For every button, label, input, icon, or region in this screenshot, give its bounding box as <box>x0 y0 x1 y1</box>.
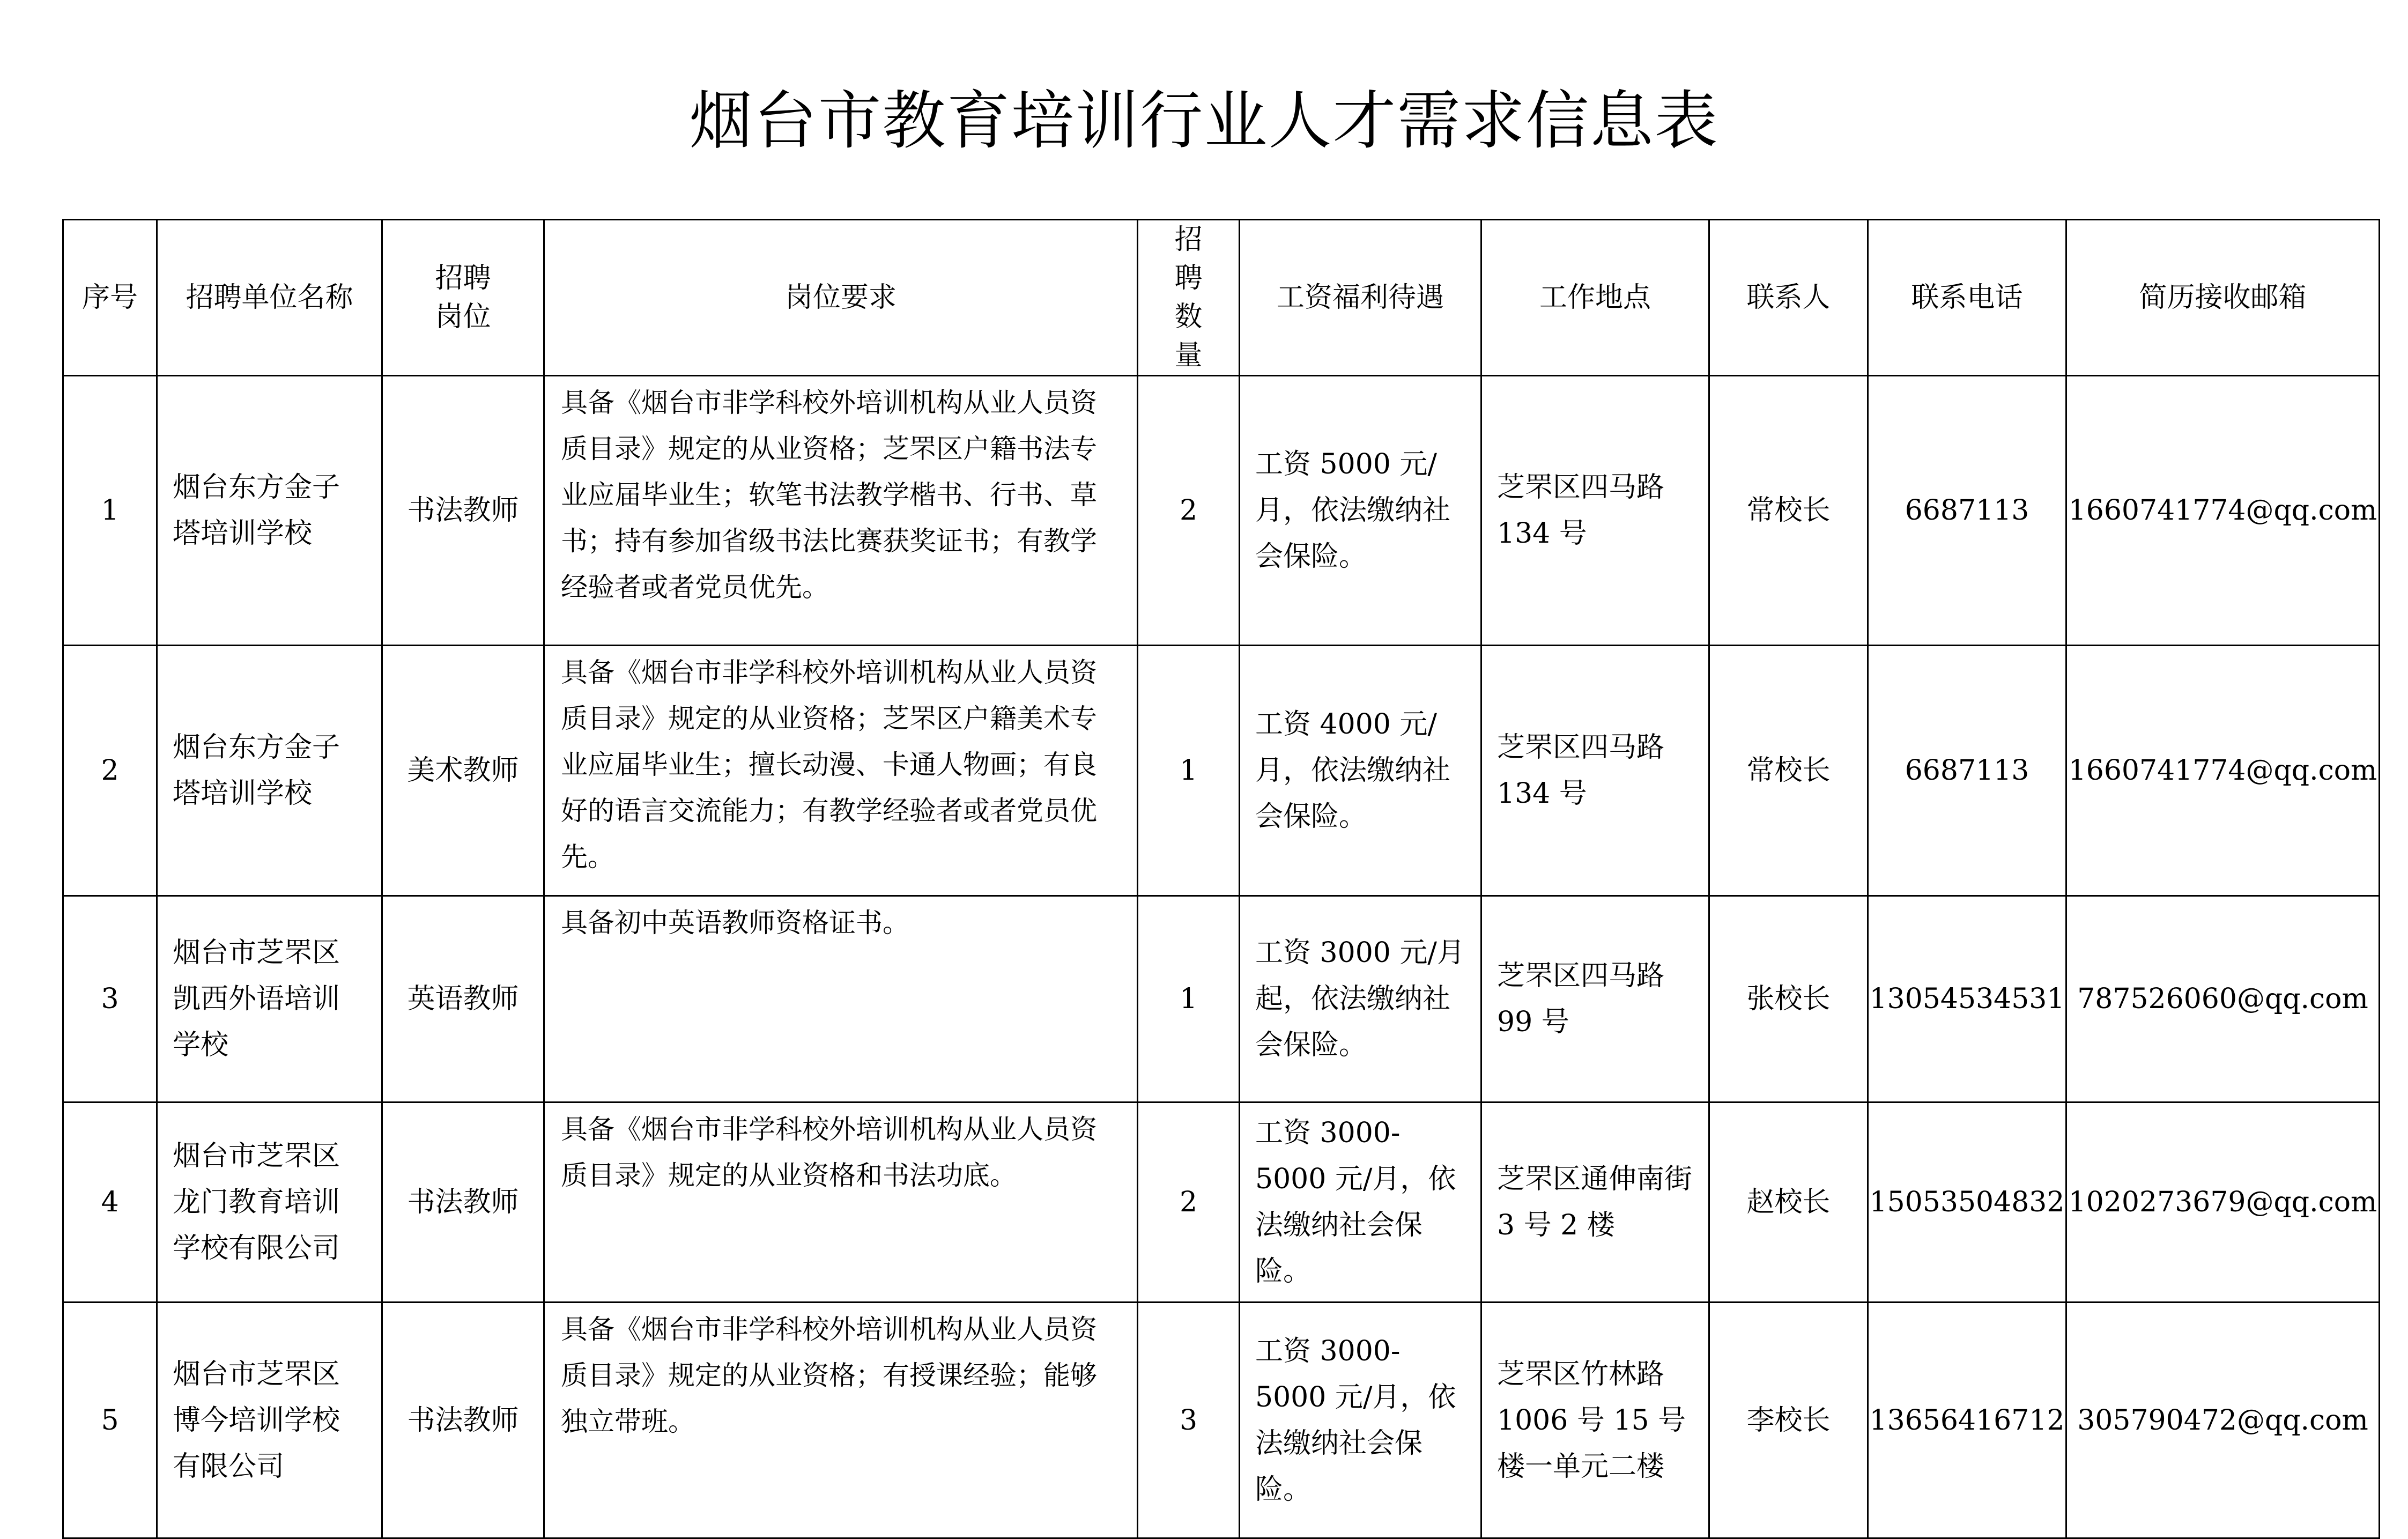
header-cell-phone: 联系电话 <box>1868 220 2066 376</box>
cell-phone: 6687113 <box>1868 646 2066 896</box>
cell-phone: 13656416712 <box>1868 1303 2066 1538</box>
cell-requirements: 具备初中英语教师资格证书。 <box>544 896 1138 1103</box>
table-row <box>63 376 2380 646</box>
cell-salary: 工资 5000 元/月，依法缴纳社会保险。 <box>1240 376 1481 646</box>
cell-no: 1 <box>63 376 157 646</box>
header-cell-salary: 工资福利待遇 <box>1240 220 1481 376</box>
cell-unit: 烟台市芝罘区博今培训学校有限公司 <box>157 1303 382 1538</box>
cell-salary: 工资 3000-5000 元/月，依法缴纳社会保险。 <box>1240 1103 1481 1303</box>
cell-count: 2 <box>1138 1103 1240 1303</box>
cell-location: 芝罘区四马路 134 号 <box>1481 646 1709 896</box>
cell-email: 1020273679@qq.com <box>2066 1103 2380 1303</box>
cell-location: 芝罘区四马路 99 号 <box>1481 896 1709 1103</box>
header-cell-email: 简历接收邮箱 <box>2066 220 2380 376</box>
header-cell-position: 招聘岗位 <box>382 220 544 376</box>
cell-count: 2 <box>1138 376 1240 646</box>
cell-phone: 15053504832 <box>1868 1103 2066 1303</box>
cell-email: 1660741774@qq.com <box>2066 376 2380 646</box>
cell-position: 书法教师 <box>382 1103 544 1303</box>
cell-unit: 烟台市芝罘区龙门教育培训学校有限公司 <box>157 1103 382 1303</box>
page-title: 烟台市教育培训行业人才需求信息表 <box>689 84 1719 158</box>
cell-salary: 工资 3000 元/月起，依法缴纳社会保险。 <box>1240 896 1481 1103</box>
header-cell-unit: 招聘单位名称 <box>157 220 382 376</box>
header-cell-location: 工作地点 <box>1481 220 1709 376</box>
cell-salary: 工资 3000-5000 元/月，依法缴纳社会保险。 <box>1240 1303 1481 1538</box>
cell-position: 书法教师 <box>382 376 544 646</box>
cell-no: 5 <box>63 1303 157 1538</box>
cell-requirements: 具备《烟台市非学科校外培训机构从业人员资质目录》规定的从业资格；芝罘区户籍书法专业应届毕业生；软笔书法教学楷书、行书、草书；持有参加省级书法比赛获奖证书；有教学经验者或者党员优先。 <box>544 376 1138 646</box>
cell-contact: 李校长 <box>1709 1303 1868 1538</box>
header-cell-count: 招聘数量 <box>1138 220 1240 376</box>
cell-position: 美术教师 <box>382 646 544 896</box>
header-row <box>63 220 2380 376</box>
table-row <box>63 646 2380 896</box>
cell-contact: 常校长 <box>1709 376 1868 646</box>
cell-count: 1 <box>1138 646 1240 896</box>
cell-position: 英语教师 <box>382 896 544 1103</box>
cell-unit: 烟台东方金子塔培训学校 <box>157 376 382 646</box>
cell-no: 3 <box>63 896 157 1103</box>
cell-location: 芝罘区四马路 134 号 <box>1481 376 1709 646</box>
cell-requirements: 具备《烟台市非学科校外培训机构从业人员资质目录》规定的从业资格和书法功底。 <box>544 1103 1138 1303</box>
cell-no: 2 <box>63 646 157 896</box>
header-cell-requirements: 岗位要求 <box>544 220 1138 376</box>
cell-unit: 烟台东方金子塔培训学校 <box>157 646 382 896</box>
cell-count: 1 <box>1138 896 1240 1103</box>
cell-no: 4 <box>63 1103 157 1303</box>
cell-phone: 13054534531 <box>1868 896 2066 1103</box>
cell-requirements: 具备《烟台市非学科校外培训机构从业人员资质目录》规定的从业资格；有授课经验；能够独立带班。 <box>544 1303 1138 1538</box>
table-row <box>63 896 2380 1103</box>
cell-phone: 6687113 <box>1868 376 2066 646</box>
table-row <box>63 1103 2380 1303</box>
cell-email: 1660741774@qq.com <box>2066 646 2380 896</box>
cell-email: 305790472@qq.com <box>2066 1303 2380 1538</box>
cell-location: 芝罘区竹林路 1006 号 15 号楼一单元二楼 <box>1481 1303 1709 1538</box>
cell-position: 书法教师 <box>382 1303 544 1538</box>
cell-location: 芝罘区通伸南街 3 号 2 楼 <box>1481 1103 1709 1303</box>
cell-email: 787526060@qq.com <box>2066 896 2380 1103</box>
cell-count: 3 <box>1138 1303 1240 1538</box>
recruitment-table <box>62 219 2380 1539</box>
cell-contact: 赵校长 <box>1709 1103 1868 1303</box>
cell-salary: 工资 4000 元/月，依法缴纳社会保险。 <box>1240 646 1481 896</box>
cell-contact: 张校长 <box>1709 896 1868 1103</box>
header-cell-contact: 联系人 <box>1709 220 1868 376</box>
cell-contact: 常校长 <box>1709 646 1868 896</box>
header-cell-no: 序号 <box>63 220 157 376</box>
cell-unit: 烟台市芝罘区凯西外语培训学校 <box>157 896 382 1103</box>
cell-requirements: 具备《烟台市非学科校外培训机构从业人员资质目录》规定的从业资格；芝罘区户籍美术专业应届毕业生；擅长动漫、卡通人物画；有良好的语言交流能力；有教学经验者或者党员优先。 <box>544 646 1138 896</box>
table-row <box>63 1303 2380 1538</box>
